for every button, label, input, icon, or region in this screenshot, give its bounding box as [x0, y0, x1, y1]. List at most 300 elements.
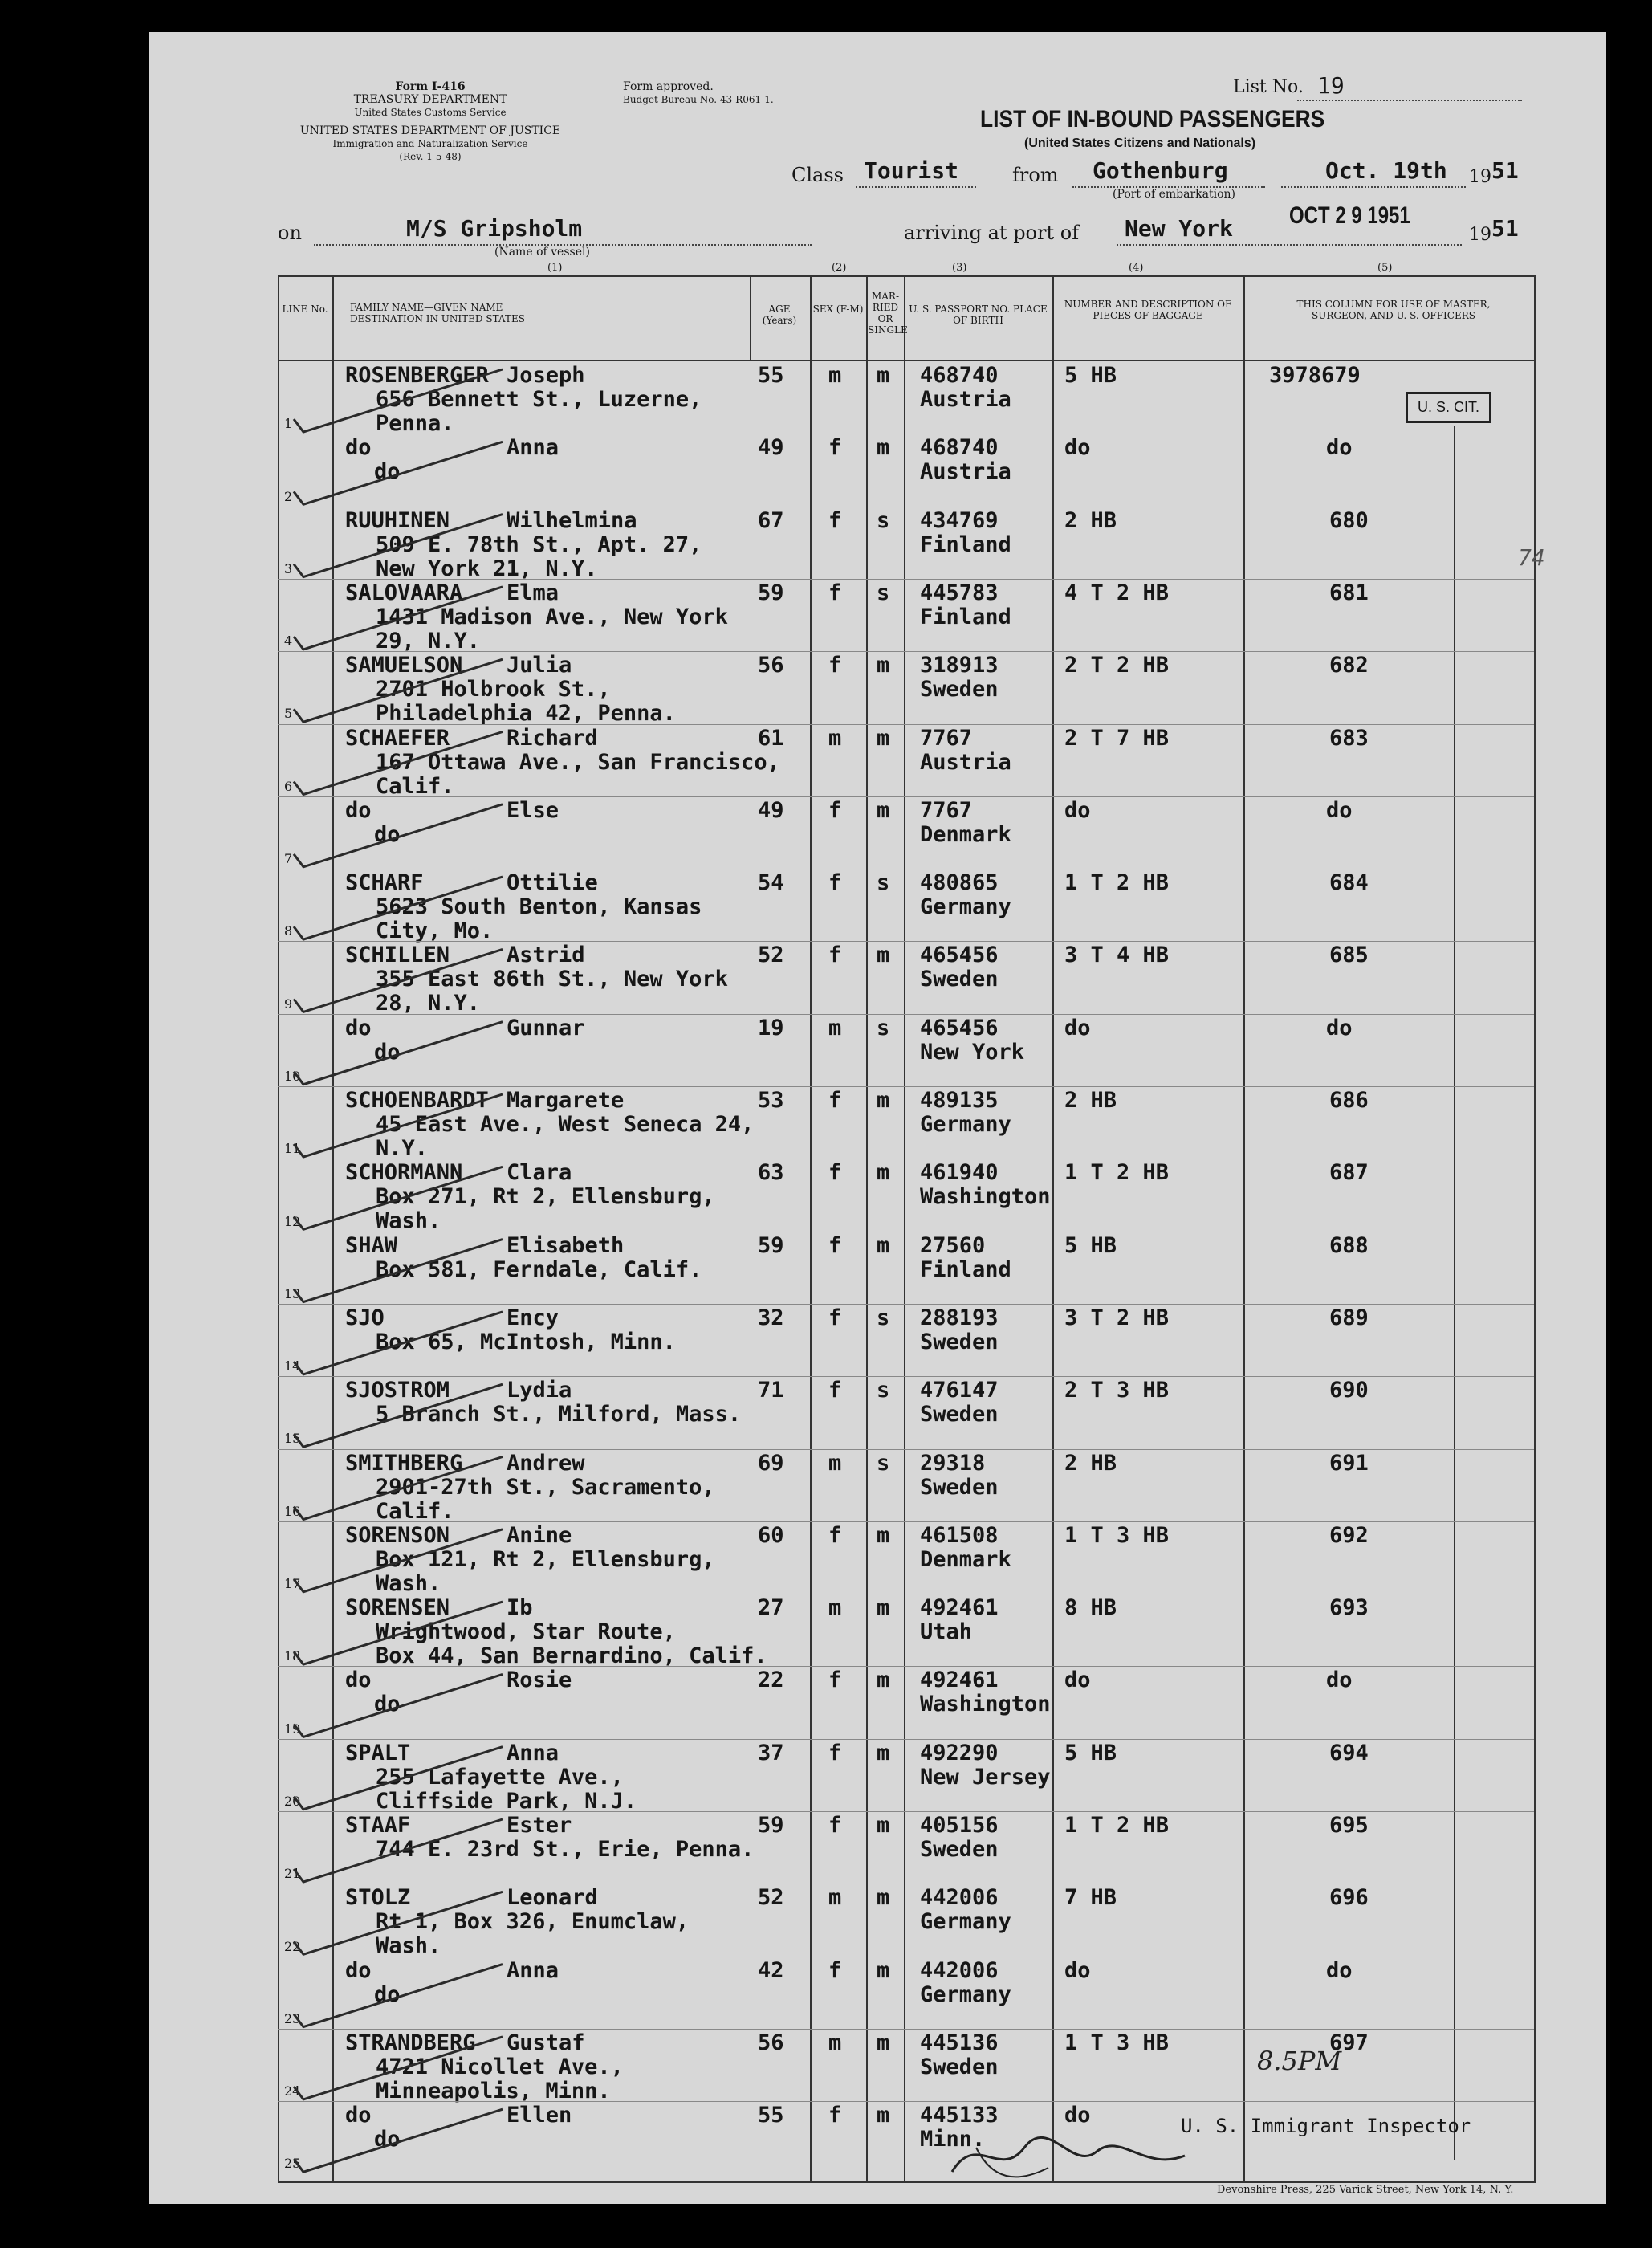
header-name: FAMILY NAME—GIVEN NAME DESTINATION IN UNITED STATES	[350, 302, 525, 324]
year-value: 51	[1491, 157, 1519, 184]
cell-bag: 1 T 3 HB	[1064, 1522, 1170, 1548]
cell-family: SCHORMANN	[345, 1160, 463, 1186]
cell-age: 54	[758, 870, 784, 896]
cell-given: Richard	[507, 725, 598, 751]
line-number: 21	[284, 1866, 301, 1882]
cell-birth: Denmark	[920, 821, 1011, 847]
cell-birth: Sweden	[920, 1837, 999, 1862]
header-baggage: NUMBER AND DESCRIPTION OF PIECES OF BAGGAGE	[1064, 299, 1232, 321]
cell-addr1: do	[374, 1692, 401, 1717]
line-number: 4	[284, 633, 293, 650]
cell-birth: Finland	[920, 531, 1011, 557]
cell-given: Ib	[507, 1595, 533, 1621]
cell-off: do	[1326, 1668, 1353, 1693]
cell-ms: m	[877, 363, 890, 388]
cell-off: do	[1326, 797, 1353, 823]
cell-bag: 1 T 3 HB	[1064, 2030, 1170, 2055]
header-officers: THIS COLUMN FOR USE OF MASTER, SURGEON, AND U. S. OFFICERS	[1296, 299, 1491, 321]
cell-passport: 29318	[920, 1450, 986, 1476]
customs-service: United States Customs Service	[354, 107, 507, 118]
cell-bag: 2 HB	[1064, 507, 1117, 533]
cell-family: SMITHBERG	[345, 1450, 463, 1476]
cell-given: Gustaf	[507, 2030, 585, 2055]
cell-passport: 468740	[920, 363, 999, 388]
col-num-1: (1)	[547, 262, 563, 274]
cell-family: do	[345, 1668, 372, 1693]
cell-addr2: Wash.	[376, 1570, 441, 1596]
cell-family: RUUHINEN	[345, 507, 450, 533]
list-number: 19	[1317, 72, 1345, 99]
cell-given: Astrid	[507, 943, 585, 968]
cell-birth: Austria	[920, 749, 1011, 775]
arrival-port: New York	[1125, 215, 1233, 242]
cell-age: 49	[758, 435, 784, 461]
cell-addr1: Box 581, Ferndale, Calif.	[376, 1256, 702, 1282]
cell-bag: 3 T 2 HB	[1064, 1305, 1170, 1330]
line-number: 20	[284, 1793, 301, 1809]
line-number: 11	[284, 1141, 301, 1157]
cell-addr1: 2901-27th St., Sacramento,	[376, 1474, 715, 1500]
header-married: MAR-RIED OR SINGLE	[868, 291, 908, 336]
cell-age: 63	[758, 1160, 784, 1186]
cell-birth: Washington	[920, 1692, 1051, 1717]
cell-given: Anna	[507, 1740, 559, 1765]
cell-passport: 7767	[920, 725, 973, 751]
cell-bag: 5 HB	[1064, 1740, 1117, 1765]
cell-addr2: Wash.	[376, 1933, 441, 1959]
page-title: LIST OF IN-BOUND PASSENGERS	[980, 106, 1325, 132]
cell-addr2: Penna.	[376, 411, 454, 436]
cell-age: 49	[758, 797, 784, 823]
cell-addr1: 2701 Holbrook St.,	[376, 677, 611, 702]
cell-bag: 2 T 3 HB	[1064, 1378, 1170, 1403]
cell-bag: do	[1064, 797, 1091, 823]
cell-age: 32	[758, 1305, 784, 1330]
cell-bag: do	[1064, 435, 1091, 461]
check-mark	[294, 659, 503, 722]
cell-family: SALOVAARA	[345, 580, 463, 605]
cell-passport: 442006	[920, 1957, 999, 1983]
cell-age: 55	[758, 363, 784, 388]
cell-passport: 465456	[920, 943, 999, 968]
cell-passport: 492461	[920, 1668, 999, 1693]
cell-birth: Germany	[920, 1112, 1011, 1137]
cell-off: 692	[1329, 1522, 1369, 1548]
cell-off: 691	[1329, 1450, 1369, 1476]
cell-ms: m	[877, 1522, 890, 1548]
check-marks	[149, 32, 1606, 2204]
cell-sex: m	[828, 1450, 842, 1476]
line-number: 5	[284, 706, 293, 722]
line-number: 2	[284, 488, 293, 504]
cell-off: 694	[1329, 1740, 1369, 1765]
from-value: Gothenburg	[1093, 157, 1228, 184]
cell-given: Rosie	[507, 1668, 572, 1693]
col-num-2: (2)	[832, 262, 847, 274]
cell-sex: f	[828, 1378, 842, 1403]
cell-given: Ester	[507, 1813, 572, 1838]
cell-addr1: do	[374, 1039, 401, 1065]
cell-age: 69	[758, 1450, 784, 1476]
form-number: Form I-416	[395, 80, 466, 93]
cell-addr2: Calif.	[376, 773, 454, 799]
line-number: 9	[284, 996, 293, 1012]
cell-addr1: 167 Ottawa Ave., San Francisco,	[376, 749, 780, 775]
cell-birth: Sweden	[920, 1329, 999, 1354]
budget-bureau: Budget Bureau No. 43-R061-1.	[623, 94, 774, 105]
cell-sex: f	[828, 1957, 842, 1983]
year-prefix: 19	[1469, 167, 1491, 187]
cell-addr2: Box 44, San Bernardino, Calif.	[376, 1643, 767, 1669]
cell-off: 682	[1329, 653, 1369, 678]
cell-given: Elisabeth	[507, 1232, 625, 1258]
cell-off: 693	[1329, 1595, 1369, 1621]
cell-bag: 7 HB	[1064, 1885, 1117, 1911]
cell-bag: 5 HB	[1064, 1232, 1117, 1258]
cell-age: 59	[758, 1232, 784, 1258]
cell-addr1: Box 121, Rt 2, Ellensburg,	[376, 1546, 715, 1572]
check-mark	[294, 1747, 503, 1810]
cell-ms: s	[877, 1378, 890, 1403]
col-num-5: (5)	[1377, 262, 1393, 274]
cell-ms: m	[877, 797, 890, 823]
cell-off: do	[1326, 435, 1353, 461]
cell-given: Anna	[507, 1957, 559, 1983]
cell-family: SJOSTROM	[345, 1378, 450, 1403]
cell-family: SCHOENBARDT	[345, 1088, 489, 1113]
page-subtitle: (United States Citizens and Nationals)	[1024, 136, 1256, 150]
cell-ms: m	[877, 1088, 890, 1113]
check-mark	[294, 1094, 503, 1157]
cell-sex: f	[828, 1668, 842, 1693]
cell-age: 67	[758, 507, 784, 533]
check-mark	[294, 804, 503, 867]
cell-birth: Sweden	[920, 2054, 999, 2079]
revision: (Rev. 1-5-48)	[399, 151, 462, 162]
col-num-3: (3)	[952, 262, 967, 274]
cell-bag: 3 T 4 HB	[1064, 943, 1170, 968]
line-number: 3	[284, 560, 293, 576]
cell-given: Ottilie	[507, 870, 598, 896]
cell-ms: m	[877, 1160, 890, 1186]
cell-bag: 2 HB	[1064, 1450, 1117, 1476]
cell-age: 59	[758, 1813, 784, 1838]
cell-passport: 405156	[920, 1813, 999, 1838]
cell-sex: f	[828, 1232, 842, 1258]
cell-off: 689	[1329, 1305, 1369, 1330]
cell-addr1: 45 East Ave., West Seneca 24,	[376, 1112, 755, 1137]
inspector-caption: U. S. Immigrant Inspector	[1181, 2115, 1471, 2137]
cell-given: Margarete	[507, 1088, 625, 1113]
vessel-name: M/S Gripsholm	[406, 215, 583, 242]
check-mark	[294, 1167, 503, 1229]
cell-addr1: 1431 Madison Ave., New York	[376, 604, 728, 629]
cell-passport: 318913	[920, 653, 999, 678]
cell-birth: Minn.	[920, 2127, 986, 2152]
cell-passport: 480865	[920, 870, 999, 896]
cell-birth: New Jersey	[920, 1764, 1051, 1790]
cell-passport: 445133	[920, 2103, 999, 2128]
passenger-manifest-page	[149, 32, 1606, 2204]
cell-off: do	[1326, 1015, 1353, 1041]
cell-age: 60	[758, 1522, 784, 1548]
cell-bag: 1 T 2 HB	[1064, 1160, 1170, 1186]
check-mark	[294, 1965, 503, 2027]
cell-bag: 1 T 2 HB	[1064, 870, 1170, 896]
cell-addr1: Rt 1, Box 326, Enumclaw,	[376, 1909, 690, 1935]
cell-sex: m	[828, 1885, 842, 1911]
cell-age: 71	[758, 1378, 784, 1403]
cell-sex: f	[828, 2103, 842, 2128]
cell-off: 696	[1329, 1885, 1369, 1911]
check-mark	[294, 1240, 503, 1302]
cell-sex: f	[828, 435, 842, 461]
cell-addr1: 509 E. 78th St., Apt. 27,	[376, 531, 702, 557]
cell-ms: s	[877, 1450, 890, 1476]
cell-sex: f	[828, 653, 842, 678]
cell-sex: f	[828, 1813, 842, 1838]
header-line-no: LINE No.	[282, 303, 328, 315]
cell-off: 684	[1329, 870, 1369, 896]
cell-off: do	[1326, 1957, 1353, 1983]
cell-passport: 476147	[920, 1378, 999, 1403]
cell-bag: 4 T 2 HB	[1064, 580, 1170, 605]
cell-ms: m	[877, 653, 890, 678]
cell-addr1: 5623 South Benton, Kansas	[376, 894, 702, 920]
cell-bag: 5 HB	[1064, 363, 1117, 388]
cell-birth: Sweden	[920, 1474, 999, 1500]
cell-family: do	[345, 797, 372, 823]
cell-addr2: Minneapolis, Minn.	[376, 2078, 611, 2103]
cell-family: STAAF	[345, 1813, 411, 1838]
port-embarkation-caption: (Port of embarkation)	[1113, 188, 1235, 201]
check-mark	[294, 1384, 503, 1447]
cell-off: 686	[1329, 1088, 1369, 1113]
cell-family: SORENSEN	[345, 1595, 450, 1621]
line-number: 16	[284, 1503, 301, 1519]
cell-age: 59	[758, 580, 784, 605]
cell-given: Anna	[507, 435, 559, 461]
cell-family: STOLZ	[345, 1885, 411, 1911]
cell-sex: f	[828, 1522, 842, 1548]
cell-passport: 445783	[920, 580, 999, 605]
check-mark	[294, 369, 503, 432]
line-number: 15	[284, 1431, 301, 1447]
cell-addr2: City, Mo.	[376, 918, 494, 944]
treasury-department: TREASURY DEPARTMENT	[353, 93, 507, 106]
line-number: 6	[284, 778, 293, 794]
cell-given: Anine	[507, 1522, 572, 1548]
cell-addr1: Wrightwood, Star Route,	[376, 1619, 676, 1645]
cell-bag: do	[1064, 1957, 1091, 1983]
cell-passport: 442006	[920, 1885, 999, 1911]
cell-family: SCHAEFER	[345, 725, 450, 751]
cell-birth: Germany	[920, 1909, 1011, 1935]
line-number: 7	[284, 851, 293, 867]
cell-addr1: do	[374, 459, 401, 485]
check-mark	[294, 877, 503, 939]
department-of-justice: UNITED STATES DEPARTMENT OF JUSTICE	[299, 124, 561, 137]
cell-age: 42	[758, 1957, 784, 1983]
cell-age: 52	[758, 943, 784, 968]
cell-ms: m	[877, 1232, 890, 1258]
cell-passport: 461508	[920, 1522, 999, 1548]
cell-addr1: Box 65, McIntosh, Minn.	[376, 1329, 676, 1354]
cell-ms: s	[877, 580, 890, 605]
cell-family: do	[345, 1015, 372, 1041]
class-label: Class	[791, 164, 844, 186]
cell-age: 27	[758, 1595, 784, 1621]
line-number: 8	[284, 923, 293, 939]
cell-addr2: Cliffside Park, N.J.	[376, 1788, 637, 1814]
from-label: from	[1012, 164, 1059, 186]
cell-sex: m	[828, 725, 842, 751]
cell-off: 690	[1329, 1378, 1369, 1403]
cell-age: 53	[758, 1088, 784, 1113]
cell-family: do	[345, 1957, 372, 1983]
cell-family: SORENSON	[345, 1522, 450, 1548]
line-number: 22	[284, 1938, 301, 1954]
cell-family: SPALT	[345, 1740, 411, 1765]
cell-ms: s	[877, 1015, 890, 1041]
cell-given: Elma	[507, 580, 559, 605]
cell-birth: Finland	[920, 604, 1011, 629]
check-mark	[294, 732, 503, 795]
cell-sex: m	[828, 2030, 842, 2055]
cell-birth: Finland	[920, 1256, 1011, 1282]
cell-bag: 1 T 2 HB	[1064, 1813, 1170, 1838]
cell-passport: 445136	[920, 2030, 999, 2055]
cell-ms: m	[877, 1813, 890, 1838]
cell-off: 685	[1329, 943, 1369, 968]
cell-birth: Austria	[920, 387, 1011, 412]
check-mark	[294, 1312, 503, 1374]
cell-passport: 7767	[920, 797, 973, 823]
line-number: 14	[284, 1358, 301, 1374]
cell-age: 22	[758, 1668, 784, 1693]
cell-family: SAMUELSON	[345, 653, 463, 678]
cell-birth: Germany	[920, 894, 1011, 920]
margin-note: 74	[1518, 544, 1545, 571]
cell-off: 688	[1329, 1232, 1369, 1258]
cell-bag: 2 T 2 HB	[1064, 653, 1170, 678]
check-mark	[294, 587, 503, 650]
cell-passport: 492290	[920, 1740, 999, 1765]
cell-ms: m	[877, 2030, 890, 2055]
cell-addr1: do	[374, 1981, 401, 2007]
check-mark	[294, 1674, 503, 1737]
cell-birth: Sweden	[920, 677, 999, 702]
cell-ms: m	[877, 1668, 890, 1693]
line-number: 10	[284, 1068, 301, 1084]
cell-bag: do	[1064, 2103, 1091, 2128]
line-number: 24	[284, 2083, 301, 2099]
cell-off: 681	[1329, 580, 1369, 605]
cell-off: 3978679	[1269, 363, 1361, 388]
cell-ms: m	[877, 2103, 890, 2128]
cell-given: Lydia	[507, 1378, 572, 1403]
cell-passport: 492461	[920, 1595, 999, 1621]
cell-addr1: 744 E. 23rd St., Erie, Penna.	[376, 1837, 755, 1862]
cell-sex: f	[828, 1305, 842, 1330]
cell-birth: New York	[920, 1039, 1025, 1065]
cell-sex: f	[828, 580, 842, 605]
cell-passport: 489135	[920, 1088, 999, 1113]
cell-ms: m	[877, 1740, 890, 1765]
cell-birth: Sweden	[920, 967, 999, 992]
cell-ms: m	[877, 1957, 890, 1983]
cell-sex: f	[828, 1088, 842, 1113]
cell-sex: f	[828, 1740, 842, 1765]
check-mark	[294, 1457, 503, 1520]
cell-family: SHAW	[345, 1232, 398, 1258]
cell-given: Else	[507, 797, 559, 823]
cell-given: Leonard	[507, 1885, 598, 1911]
cell-addr1: do	[374, 2127, 401, 2152]
ins-service: Immigration and Naturalization Service	[332, 138, 528, 149]
form-approved: Form approved.	[623, 80, 714, 93]
line-number: 12	[284, 1213, 301, 1229]
cell-ms: s	[877, 507, 890, 533]
check-mark	[294, 1602, 503, 1664]
cell-addr2: Calif.	[376, 1498, 454, 1524]
cell-off: 697	[1329, 2030, 1369, 2055]
line-number: 17	[284, 1576, 301, 1592]
cell-addr2: Philadelphia 42, Penna.	[376, 701, 676, 727]
cell-birth: Austria	[920, 459, 1011, 485]
cell-passport: 27560	[920, 1232, 986, 1258]
cell-sex: m	[828, 1595, 842, 1621]
arrival-date-stamp: OCT 2 9 1951	[1289, 202, 1410, 229]
cell-age: 55	[758, 2103, 784, 2128]
cell-ms: m	[877, 1885, 890, 1911]
line-number: 1	[284, 416, 293, 432]
cell-age: 56	[758, 653, 784, 678]
list-number-label: List No.	[1233, 77, 1304, 97]
cell-age: 52	[758, 1885, 784, 1911]
us-citizen-stamp: U. S. CIT.	[1406, 392, 1491, 423]
line-number: 23	[284, 2010, 301, 2026]
cell-addr1: Box 271, Rt 2, Ellensburg,	[376, 1184, 715, 1210]
cell-ms: m	[877, 435, 890, 461]
cell-bag: do	[1064, 1015, 1091, 1041]
check-mark	[294, 1819, 503, 1882]
cell-addr2: 29, N.Y.	[376, 628, 481, 654]
cell-off: 683	[1329, 725, 1369, 751]
cell-addr1: 255 Lafayette Ave.,	[376, 1764, 624, 1790]
vessel-caption: (Name of vessel)	[494, 246, 590, 259]
arrival-year: 51	[1491, 215, 1519, 242]
line-number: 19	[284, 1721, 301, 1737]
check-mark	[294, 1529, 503, 1592]
arriving-label: arriving at port of	[904, 222, 1080, 244]
cell-bag: 2 T 7 HB	[1064, 725, 1170, 751]
cell-addr2: Wash.	[376, 1208, 441, 1234]
cell-passport: 465456	[920, 1015, 999, 1041]
check-mark	[294, 442, 503, 504]
header-age: AGE (Years)	[762, 303, 797, 326]
check-mark	[294, 1022, 503, 1085]
cell-bag: 8 HB	[1064, 1595, 1117, 1621]
line-number: 18	[284, 1648, 301, 1664]
cell-sex: f	[828, 507, 842, 533]
cell-family: do	[345, 435, 372, 461]
check-mark	[294, 515, 503, 577]
cell-addr1: 656 Bennett St., Luzerne,	[376, 387, 702, 412]
cell-ms: m	[877, 1595, 890, 1621]
cell-addr1: 4721 Nicollet Ave.,	[376, 2054, 624, 2079]
cell-given: Ellen	[507, 2103, 572, 2128]
